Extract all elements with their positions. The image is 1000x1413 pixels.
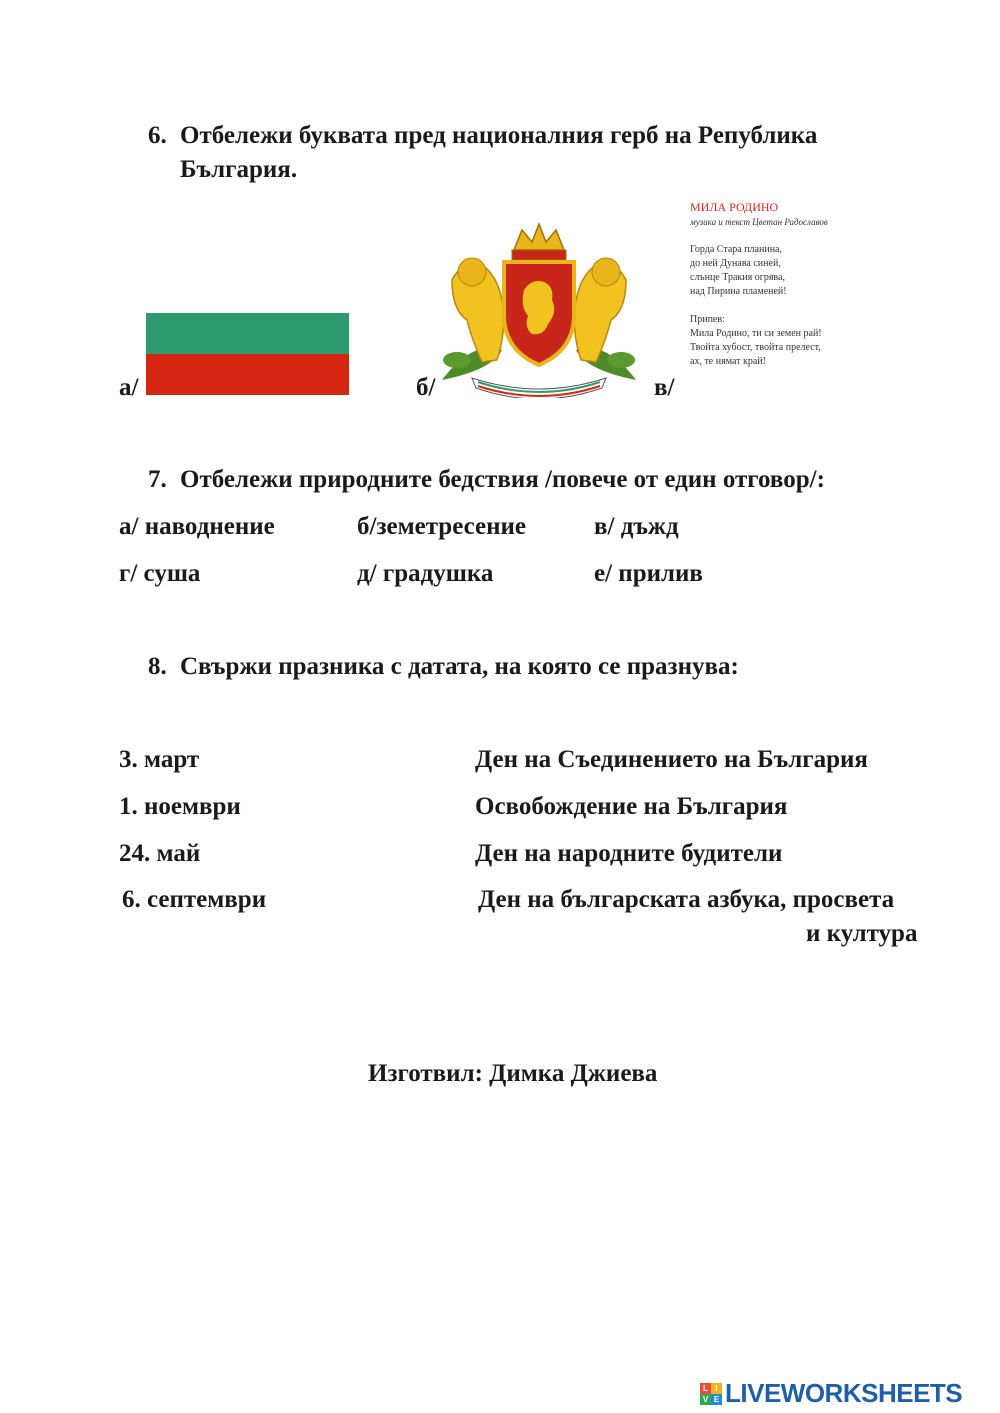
anthem-title: МИЛА РОДИНО (690, 200, 779, 214)
q6-text-line1: Отбележи буквата пред националния герб на Република (180, 122, 818, 149)
q7-number: 7. (148, 466, 167, 493)
coat-of-arms-image (432, 220, 646, 398)
q7-option-e[interactable]: д/ градушка (357, 560, 494, 587)
q8-holiday-2[interactable]: Освобождение на България (475, 793, 788, 820)
q8-number: 8. (148, 653, 167, 680)
q6-option-a-label[interactable]: а/ (119, 374, 139, 401)
q7-text: Отбележи природните бедствия /повече от един отговор/: (180, 466, 825, 493)
q6-option-c-label[interactable]: в/ (654, 374, 675, 401)
q8-holiday-4-line2[interactable]: и култура (806, 920, 918, 947)
author: Изготвил: Димка Джиева (368, 1060, 658, 1087)
q6-text-line2: България. (180, 156, 298, 183)
flag-red-stripe (146, 354, 349, 395)
q8-date-4[interactable]: 6. септември (122, 886, 267, 913)
q8-holiday-4-line1[interactable]: Ден на българската азбука, просвета (478, 886, 895, 913)
flag-green-stripe (146, 313, 349, 354)
anthem-subtitle: музика и текст Цветан Радославов (690, 217, 828, 227)
q8-holiday-3[interactable]: Ден на народните будители (475, 840, 783, 867)
q7-option-a[interactable]: а/ наводнение (119, 513, 275, 540)
q8-date-2[interactable]: 1. ноември (119, 793, 241, 820)
anthem-verse-line: слънце Тракия огрява, (690, 272, 785, 283)
q7-option-d[interactable]: г/ суша (119, 560, 201, 587)
logo-text: LIVEWORKSHEETS (725, 1378, 963, 1408)
q8-date-3[interactable]: 24. май (119, 840, 201, 867)
q8-text: Свържи празника с датата, на която се празнува: (180, 653, 739, 680)
q6-option-b-label[interactable]: б/ (416, 374, 436, 401)
q7-option-b[interactable]: б/земетресение (357, 513, 527, 540)
anthem-chorus-line: Твойта хубост, твойта прелест, (690, 342, 821, 353)
anthem-chorus-line: Мила Родино, ти си земен рай! (690, 328, 822, 339)
q8-holiday-1[interactable]: Ден на Съединението на България (475, 746, 868, 773)
anthem-verse-line: над Пирина пламеней! (690, 286, 787, 297)
anthem-verse-line: Горда Стара планина, (690, 244, 782, 255)
q8-date-1[interactable]: 3. март (119, 746, 200, 773)
liveworksheets-logo (700, 1378, 962, 1409)
anthem-chorus-line: ах, те нямат край! (690, 356, 766, 367)
q7-option-c[interactable]: в/ дъжд (594, 513, 679, 540)
q6-number: 6. (148, 122, 167, 149)
logo-icon: L I V E (700, 1383, 722, 1405)
anthem-lyrics-image (690, 199, 828, 369)
anthem-chorus-line: Припев: (690, 314, 725, 325)
anthem-verse-line: до ней Дунава синей, (690, 258, 781, 269)
q7-option-f[interactable]: е/ прилив (594, 560, 703, 587)
